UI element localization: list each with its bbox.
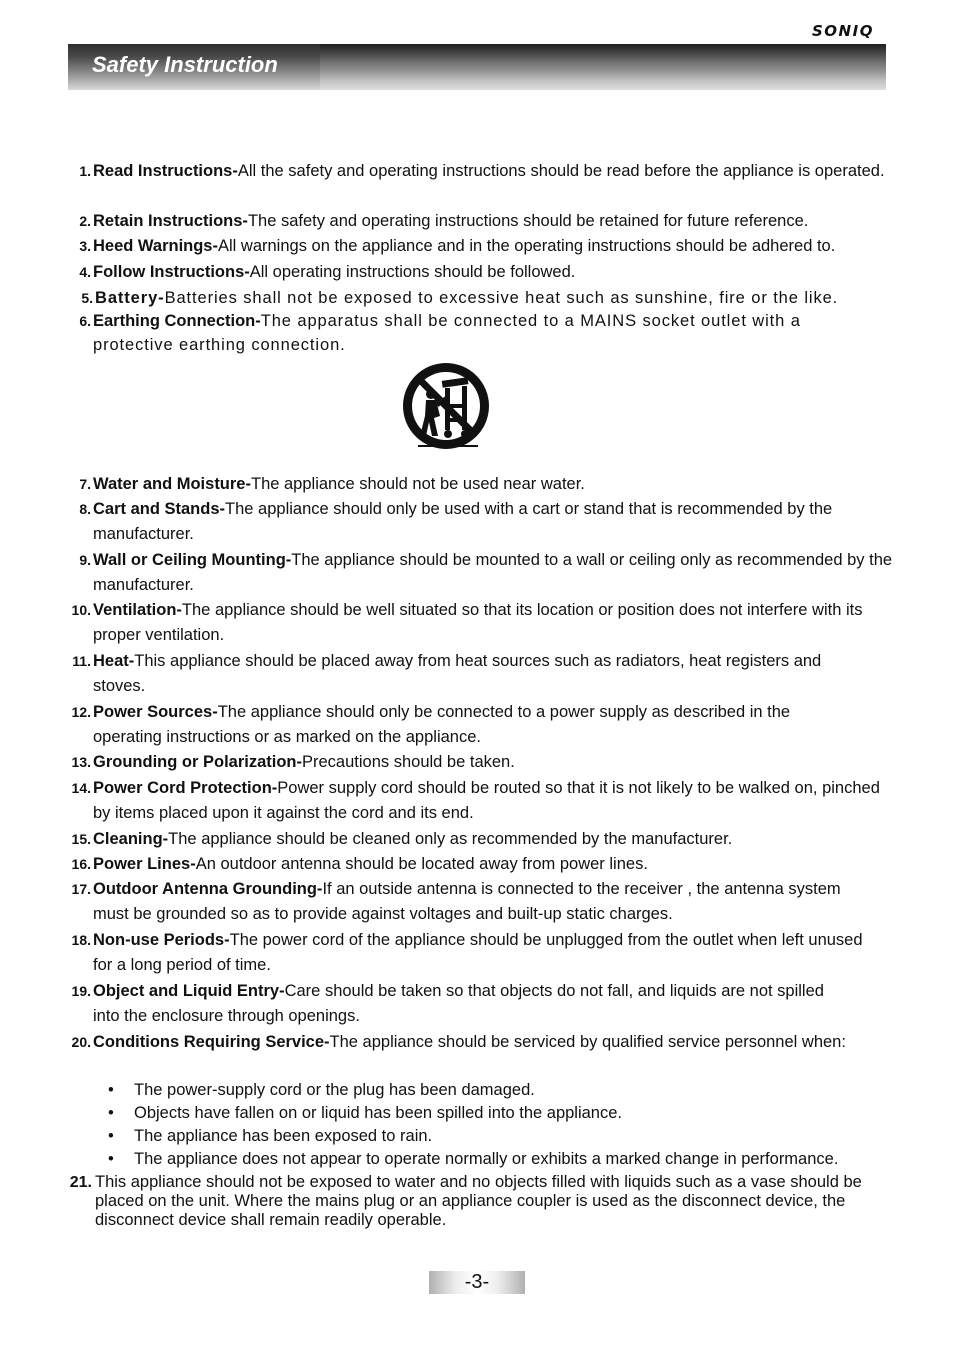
bullet-text: The power-supply cord or the plug has been damaged. bbox=[134, 1081, 535, 1099]
brand-logo: SONIQ bbox=[812, 22, 874, 40]
item-text: If an outside antenna is connected to the receiver , the antenna system must be grounded so as to provide against voltages and built-up static charges. bbox=[93, 880, 841, 924]
list-item bbox=[79, 234, 908, 259]
item-text: The appliance should be cleaned only as recommended by the manufacturer. bbox=[168, 830, 733, 848]
list-item bbox=[79, 472, 908, 497]
cart-tip-over-warning-icon bbox=[398, 360, 494, 456]
bullet-icon: • bbox=[108, 1150, 114, 1168]
item-text: An outdoor antenna should be located away from power lines. bbox=[195, 855, 648, 873]
item-number: 7. bbox=[79, 476, 91, 492]
list-item bbox=[81, 286, 895, 311]
list-item bbox=[79, 209, 908, 234]
bullet-text: Objects have fallen on or liquid has been spilled into the appliance. bbox=[134, 1104, 622, 1122]
item-text: Power supply cord should be routed so that it is not likely to be walked on, pinched by items placed upon it against the cord and its end. bbox=[93, 779, 880, 823]
item-title: Retain Instructions- bbox=[93, 212, 248, 230]
item-title: Follow Instructions- bbox=[93, 263, 250, 281]
item-title: Water and Moisture- bbox=[93, 475, 251, 493]
item-number: 9. bbox=[79, 552, 91, 568]
bullet-text: The appliance has been exposed to rain. bbox=[134, 1127, 433, 1145]
item-title: Outdoor Antenna Grounding- bbox=[93, 880, 323, 898]
item-title: Heed Warnings- bbox=[93, 237, 218, 255]
bullet-icon: • bbox=[108, 1081, 114, 1099]
item-title: Power Cord Protection- bbox=[93, 779, 278, 797]
item-number: 2. bbox=[79, 213, 91, 229]
item-text: All operating instructions should be followed. bbox=[249, 263, 576, 281]
item-number: 5. bbox=[81, 290, 93, 306]
list-item bbox=[72, 649, 848, 700]
item-number: 4. bbox=[79, 264, 91, 280]
item-number: 15. bbox=[71, 831, 91, 847]
page-number: -3- bbox=[429, 1271, 525, 1294]
item-title: Wall or Ceiling Mounting- bbox=[93, 551, 292, 569]
item-number: 1. bbox=[79, 163, 91, 179]
item-text: All warnings on the appliance and in the operating instructions should be adhered to. bbox=[217, 237, 836, 255]
item-text: Batteries shall not be exposed to excessive heat such as sunshine, fire or the like. bbox=[164, 289, 839, 307]
item-text: This appliance should not be exposed to water and no objects filled with liquids such as a vase should be placed on the unit. Where the mains plug or an appliance coupler is used as the disconnect device, the disconnect device shall remain readily operable. bbox=[95, 1173, 862, 1229]
item-number: 14. bbox=[71, 780, 91, 796]
item-text: Care should be taken so that objects do not fall, and liquids are not spilled into the enclosure through openings. bbox=[93, 982, 824, 1026]
item-title: Cleaning- bbox=[93, 830, 169, 848]
item-title: Object and Liquid Entry- bbox=[93, 982, 285, 1000]
item-title: Non-use Periods- bbox=[93, 931, 230, 949]
list-item bbox=[71, 979, 838, 1030]
item-title: Grounding or Polarization- bbox=[93, 753, 302, 771]
list-item bbox=[108, 1079, 908, 1102]
list-item bbox=[71, 598, 873, 649]
list-item bbox=[71, 877, 853, 928]
bullet-text: The appliance does not appear to operate normally or exhibits a marked change in performance. bbox=[134, 1150, 839, 1168]
item-title: Power Sources- bbox=[93, 703, 218, 721]
list-item bbox=[71, 776, 883, 827]
item-text: The appliance should be mounted to a wall or ceiling only as recommended by the manufacturer. bbox=[93, 551, 893, 595]
item-text: The power cord of the appliance should be unplugged from the outlet when left unused for a long period of time. bbox=[93, 931, 863, 975]
item-number: 3. bbox=[79, 238, 91, 254]
item-number: 10. bbox=[71, 602, 91, 618]
list-item bbox=[71, 852, 908, 877]
list-item bbox=[108, 1125, 908, 1148]
item-text: The appliance should be serviced by qualified service personnel when: bbox=[329, 1033, 846, 1051]
item-title: Read Instructions- bbox=[93, 162, 238, 180]
item-number: 8. bbox=[79, 501, 91, 517]
item-number: 13. bbox=[71, 754, 91, 770]
item-text: The apparatus shall be connected to a MAINS socket outlet with a protective earthing connection. bbox=[93, 312, 801, 354]
list-item bbox=[71, 750, 908, 775]
item-number: 18. bbox=[71, 932, 91, 948]
bullet-icon: • bbox=[108, 1104, 114, 1122]
list-item bbox=[71, 827, 908, 852]
item-number: 6. bbox=[79, 313, 91, 329]
item-title: Power Lines- bbox=[93, 855, 196, 873]
item-number: 19. bbox=[71, 983, 91, 999]
item-text: Precautions should be taken. bbox=[302, 753, 515, 771]
list-item bbox=[79, 159, 908, 184]
list-item bbox=[71, 700, 853, 751]
service-conditions-list bbox=[108, 1079, 908, 1171]
list-item bbox=[79, 260, 908, 285]
item-title: Ventilation- bbox=[93, 601, 182, 619]
list-item bbox=[69, 1173, 905, 1230]
item-number: 17. bbox=[71, 881, 91, 897]
list-item bbox=[79, 309, 873, 357]
item-title: Conditions Requiring Service- bbox=[93, 1033, 330, 1051]
item-text: This appliance should be placed away from heat sources such as radiators, heat registers and stoves. bbox=[93, 652, 822, 696]
item-title: Cart and Stands- bbox=[93, 500, 226, 518]
list-item bbox=[79, 497, 868, 548]
list-item bbox=[108, 1102, 908, 1125]
item-text: The appliance should be well situated so that its location or position does not interfere with its proper ventilation. bbox=[93, 601, 863, 645]
page-title: Safety Instruction bbox=[92, 52, 278, 77]
item-text: The appliance should only be used with a cart or stand that is recommended by the manufacturer. bbox=[93, 500, 833, 544]
item-number: 20. bbox=[71, 1034, 91, 1050]
list-item bbox=[108, 1148, 908, 1171]
item-number: 11. bbox=[72, 653, 91, 669]
item-number: 21. bbox=[69, 1174, 92, 1191]
header-bar-fade bbox=[320, 44, 886, 90]
list-item bbox=[71, 928, 873, 979]
item-text: All the safety and operating instructions should be read before the appliance is operated. bbox=[237, 162, 885, 180]
item-number: 16. bbox=[71, 856, 91, 872]
item-title: Earthing Connection- bbox=[93, 312, 261, 330]
bullet-icon: • bbox=[108, 1127, 114, 1145]
item-text: The appliance should only be connected to a power supply as described in the operating instructions or as marked on the appliance. bbox=[93, 703, 791, 747]
item-number: 12. bbox=[71, 704, 91, 720]
item-text: The safety and operating instructions should be retained for future reference. bbox=[247, 212, 809, 230]
list-item bbox=[79, 548, 908, 599]
item-title: Heat- bbox=[93, 652, 135, 670]
list-item bbox=[71, 1030, 863, 1055]
item-title: Battery- bbox=[95, 289, 165, 307]
item-text: The appliance should not be used near water. bbox=[250, 475, 585, 493]
